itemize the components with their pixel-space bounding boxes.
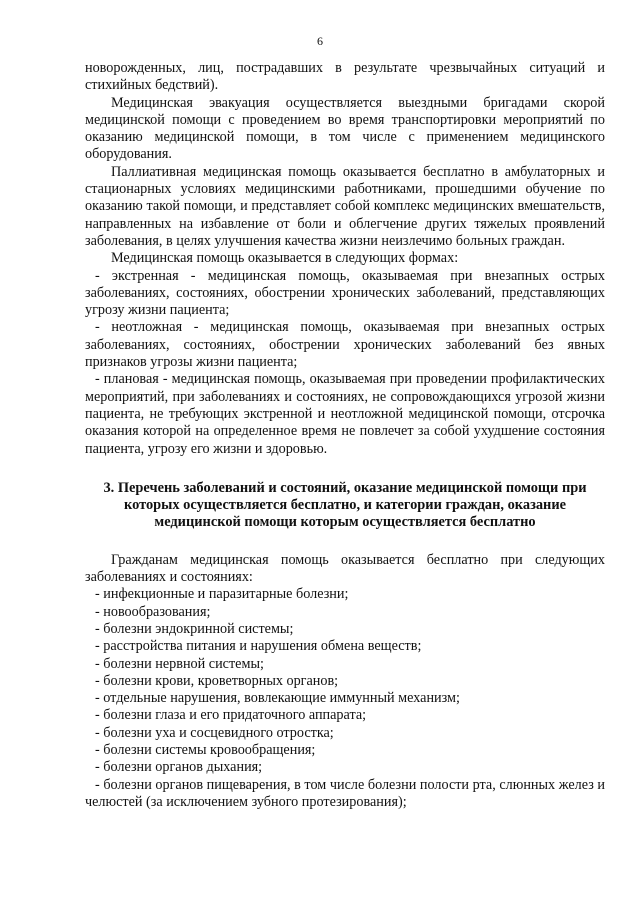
paragraph-forms-intro: Медицинская помощь оказывается в следующих формах: [111, 250, 459, 267]
list-item: - болезни органов дыхания; [95, 759, 263, 776]
form-emergency: - экстренная - медицинская помощь, оказываемая при внезапных острых заболеваниях, состояниях, обострении хронических заболеваний, представляющих угрозу жизни пациента; [85, 267, 605, 319]
list-item: - расстройства питания и нарушения обмена веществ; [95, 638, 422, 655]
list-item: - болезни уха и сосцевидного отростка; [95, 724, 334, 741]
list-item: - болезни эндокринной системы; [95, 620, 294, 637]
list-item: - болезни крови, кроветворных органов; [95, 672, 339, 689]
section-heading-line-2: которых осуществляется бесплатно, и категории граждан, оказание [123, 497, 567, 514]
page-number: 6 [317, 34, 323, 48]
section-heading-line-1: 3. Перечень заболеваний и состояний, оказание медицинской помощи при [103, 479, 587, 496]
paragraph-medical-evacuation: Медицинская эвакуация осуществляется выездными бригадами скорой медицинской помощи с проведением во время транспортировки мероприятий по оказанию медицинской помощи, в том числе с применением медицинского оборудования. [85, 94, 605, 163]
list-item: - болезни органов пищеварения, в том числе болезни полости рта, слюнных желез и челюстей (за исключением зубного протезирования); [85, 776, 605, 810]
document-body [85, 60, 605, 811]
list-intro: Гражданам медицинская помощь оказывается бесплатно при следующих заболеваниях и состояниях: [85, 551, 605, 586]
list-item: - болезни глаза и его придаточного аппарата; [95, 707, 367, 724]
section-heading [85, 480, 605, 532]
list-item: - болезни нервной системы; [95, 655, 264, 672]
form-planned: - плановая - медицинская помощь, оказываемая при проведении профилактических мероприятий, при заболеваниях и состояниях, не сопровождающихся угрозой жизни пациента, не требующих экстренной и неотложной медицинской помощи, отсрочка оказания которой на определенное время не повлечет за собой ухудшение состояния пациента, угрозу его жизни и здоровью. [85, 371, 605, 457]
list-item: - инфекционные и паразитарные болезни; [95, 586, 349, 603]
list-item: - новообразования; [95, 603, 211, 620]
section-heading-line-3: медицинской помощи которым осуществляется бесплатно [154, 514, 536, 531]
list-item: - отдельные нарушения, вовлекающие иммунный механизм; [95, 690, 460, 707]
paragraph-palliative-care: Паллиативная медицинская помощь оказывается бесплатно в амбулаторных и стационарных условиях медицинскими работниками, прошедшими обучение по оказанию такой помощи, и представляет собой комплекс медицинских вмешательств, направленных на избавление от боли и облегчение других тяжелых проявлений заболевания, в целях улучшения качества жизни неизлечимо больных граждан. [85, 163, 605, 249]
form-urgent: - неотложная - медицинская помощь, оказываемая при внезапных острых заболеваниях, состояниях, обострении хронических заболеваний без явных признаков угрозы жизни пациента; [85, 319, 605, 371]
paragraph-continuation: новорожденных, лиц, пострадавших в результате чрезвычайных ситуаций и стихийных бедствий). [85, 60, 605, 94]
list-item: - болезни системы кровообращения; [95, 741, 316, 758]
